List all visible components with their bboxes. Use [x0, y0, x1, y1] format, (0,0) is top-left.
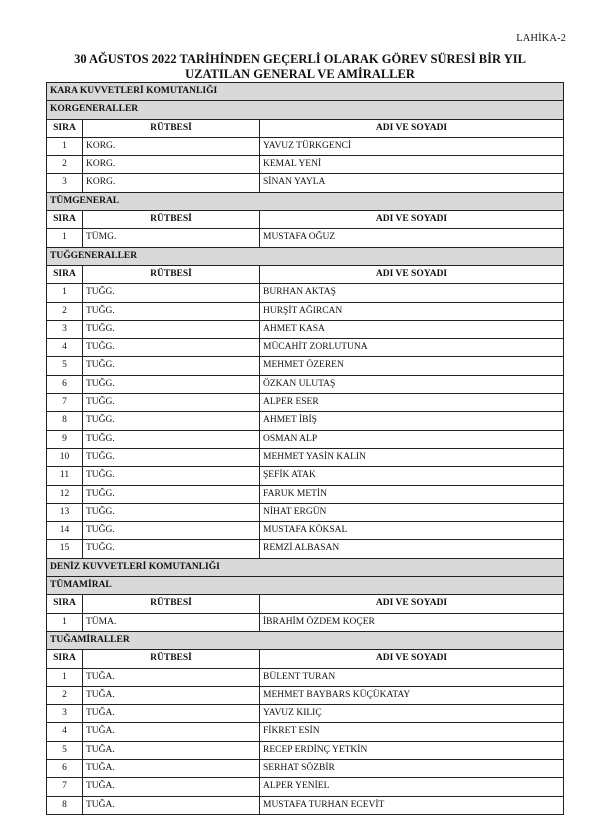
rank-cell: TUĞG. — [83, 522, 260, 540]
order-number: 1 — [47, 613, 83, 631]
order-number: 4 — [47, 723, 83, 741]
name-cell: BURHAN AKTAŞ — [260, 284, 564, 302]
order-number: 11 — [47, 467, 83, 485]
name-cell: SERHAT SÖZBİR — [260, 759, 564, 777]
column-header-name: ADI VE SOYADI — [260, 119, 564, 137]
rank-cell: TUĞA. — [83, 705, 260, 723]
table-row — [47, 448, 564, 466]
order-number: 8 — [47, 796, 83, 814]
name-cell: BÜLENT TURAN — [260, 668, 564, 686]
document-title-line-1: 30 AĞUSTOS 2022 TARİHİNDEN GEÇERLİ OLARAK GÖREV SÜRESİ BİR YIL — [74, 52, 526, 66]
rank-cell: TUĞG. — [83, 503, 260, 521]
rank-cell: TUĞA. — [83, 686, 260, 704]
table-row — [47, 284, 564, 302]
rank-group-row — [47, 247, 564, 265]
name-cell: NİHAT ERGÜN — [260, 503, 564, 521]
order-number: 7 — [47, 394, 83, 412]
rank-cell: TUĞG. — [83, 540, 260, 558]
column-header-row — [47, 595, 564, 613]
rank-cell: TUĞG. — [83, 394, 260, 412]
rank-group-row — [47, 577, 564, 595]
rank-cell: TUĞG. — [83, 320, 260, 338]
table-row — [47, 430, 564, 448]
rank-cell: KORG. — [83, 174, 260, 192]
column-header-order: SIRA — [47, 211, 83, 229]
table-row — [47, 686, 564, 704]
order-number: 8 — [47, 412, 83, 430]
rank-cell: TUĞG. — [83, 467, 260, 485]
officers-table-body — [47, 83, 564, 815]
rank-cell: TUĞA. — [83, 723, 260, 741]
rank-cell: TUĞG. — [83, 339, 260, 357]
name-cell: MUSTAFA TURHAN ECEVİT — [260, 796, 564, 814]
column-header-order: SIRA — [47, 119, 83, 137]
rank-group-row — [47, 631, 564, 649]
table-row — [47, 778, 564, 796]
name-cell: YAVUZ TÜRKGENCİ — [260, 137, 564, 155]
name-cell: YAVUZ KILIÇ — [260, 705, 564, 723]
table-row — [47, 412, 564, 430]
rank-cell: TUĞA. — [83, 668, 260, 686]
rank-group-row — [47, 101, 564, 119]
rank-cell: TUĞG. — [83, 430, 260, 448]
order-number: 5 — [47, 357, 83, 375]
name-cell: ALPER ESER — [260, 394, 564, 412]
rank-group-row — [47, 192, 564, 210]
table-row — [47, 302, 564, 320]
name-cell: SİNAN YAYLA — [260, 174, 564, 192]
table-row — [47, 339, 564, 357]
order-number: 5 — [47, 741, 83, 759]
order-number: 10 — [47, 448, 83, 466]
rank-group-title: TÜMAMİRAL — [47, 577, 564, 595]
rank-cell: TÜMA. — [83, 613, 260, 631]
name-cell: MÜCAHİT ZORLUTUNA — [260, 339, 564, 357]
column-header-row — [47, 265, 564, 283]
rank-group-title: TUĞGENERALLER — [47, 247, 564, 265]
rank-cell: TUĞA. — [83, 759, 260, 777]
table-row — [47, 741, 564, 759]
table-row — [47, 522, 564, 540]
table-row — [47, 156, 564, 174]
order-number: 2 — [47, 302, 83, 320]
rank-group-title: KORGENERALLER — [47, 101, 564, 119]
rank-cell: TUĞG. — [83, 375, 260, 393]
table-row — [47, 668, 564, 686]
column-header-row — [47, 119, 564, 137]
column-header-row — [47, 650, 564, 668]
table-row — [47, 375, 564, 393]
command-header-row — [47, 558, 564, 576]
order-number: 3 — [47, 705, 83, 723]
table-row — [47, 723, 564, 741]
name-cell: AHMET KASA — [260, 320, 564, 338]
name-cell: AHMET İBİŞ — [260, 412, 564, 430]
table-row — [47, 467, 564, 485]
rank-cell: TUĞG. — [83, 485, 260, 503]
name-cell: ÖZKAN ULUTAŞ — [260, 375, 564, 393]
officers-table — [46, 82, 564, 815]
order-number: 1 — [47, 229, 83, 247]
order-number: 13 — [47, 503, 83, 521]
table-row — [47, 613, 564, 631]
table-row — [47, 503, 564, 521]
order-number: 1 — [47, 668, 83, 686]
command-title: KARA KUVVETLERİ KOMUTANLIĞI — [47, 83, 564, 101]
column-header-name: ADI VE SOYADI — [260, 265, 564, 283]
order-number: 3 — [47, 320, 83, 338]
name-cell: MEHMET YASİN KALIN — [260, 448, 564, 466]
name-cell: FARUK METİN — [260, 485, 564, 503]
order-number: 12 — [47, 485, 83, 503]
table-row — [47, 705, 564, 723]
command-header-row — [47, 83, 564, 101]
document-title-line-2: UZATILAN GENERAL VE AMİRALLER — [185, 66, 415, 81]
name-cell: OSMAN ALP — [260, 430, 564, 448]
table-row — [47, 796, 564, 814]
table-row — [47, 174, 564, 192]
rank-cell: TUĞG. — [83, 448, 260, 466]
order-number: 2 — [47, 686, 83, 704]
column-header-name: ADI VE SOYADI — [260, 211, 564, 229]
rank-cell: TUĞA. — [83, 741, 260, 759]
order-number: 7 — [47, 778, 83, 796]
rank-cell: TUĞG. — [83, 284, 260, 302]
rank-group-title: TUĞAMİRALLER — [47, 631, 564, 649]
rank-group-title: TÜMGENERAL — [47, 192, 564, 210]
name-cell: MUSTAFA KÖKSAL — [260, 522, 564, 540]
column-header-rank: RÜTBESİ — [83, 211, 260, 229]
name-cell: MEHMET ÖZEREN — [260, 357, 564, 375]
order-number: 1 — [47, 137, 83, 155]
column-header-rank: RÜTBESİ — [83, 595, 260, 613]
table-row — [47, 540, 564, 558]
column-header-rank: RÜTBESİ — [83, 265, 260, 283]
table-row — [47, 229, 564, 247]
column-header-order: SIRA — [47, 265, 83, 283]
table-row — [47, 137, 564, 155]
rank-cell: TUĞA. — [83, 778, 260, 796]
name-cell: RECEP ERDİNÇ YETKİN — [260, 741, 564, 759]
table-row — [47, 759, 564, 777]
order-number: 14 — [47, 522, 83, 540]
table-row — [47, 320, 564, 338]
command-title: DENİZ KUVVETLERİ KOMUTANLIĞI — [47, 558, 564, 576]
order-number: 15 — [47, 540, 83, 558]
rank-cell: TÜMG. — [83, 229, 260, 247]
order-number: 9 — [47, 430, 83, 448]
column-header-order: SIRA — [47, 595, 83, 613]
name-cell: ALPER YENİEL — [260, 778, 564, 796]
order-number: 2 — [47, 156, 83, 174]
table-row — [47, 394, 564, 412]
order-number: 6 — [47, 375, 83, 393]
name-cell: İBRAHİM ÖZDEM KOÇER — [260, 613, 564, 631]
order-number: 1 — [47, 284, 83, 302]
name-cell: REMZİ ALBASAN — [260, 540, 564, 558]
rank-cell: TUĞG. — [83, 357, 260, 375]
name-cell: KEMAL YENİ — [260, 156, 564, 174]
column-header-row — [47, 211, 564, 229]
table-row — [47, 357, 564, 375]
name-cell: MUSTAFA OĞUZ — [260, 229, 564, 247]
column-header-rank: RÜTBESİ — [83, 650, 260, 668]
order-number: 4 — [47, 339, 83, 357]
rank-cell: TUĞA. — [83, 796, 260, 814]
rank-cell: TUĞG. — [83, 302, 260, 320]
annex-label: LAHİKA-2 — [516, 33, 566, 44]
name-cell: ŞEFİK ATAK — [260, 467, 564, 485]
order-number: 3 — [47, 174, 83, 192]
column-header-rank: RÜTBESİ — [83, 119, 260, 137]
order-number: 6 — [47, 759, 83, 777]
name-cell: FİKRET ESİN — [260, 723, 564, 741]
rank-cell: TUĞG. — [83, 412, 260, 430]
column-header-name: ADI VE SOYADI — [260, 650, 564, 668]
table-row — [47, 485, 564, 503]
name-cell: MEHMET BAYBARS KÜÇÜKATAY — [260, 686, 564, 704]
document-title — [0, 52, 600, 81]
column-header-name: ADI VE SOYADI — [260, 595, 564, 613]
rank-cell: KORG. — [83, 137, 260, 155]
column-header-order: SIRA — [47, 650, 83, 668]
rank-cell: KORG. — [83, 156, 260, 174]
name-cell: HURŞİT AĞIRCAN — [260, 302, 564, 320]
